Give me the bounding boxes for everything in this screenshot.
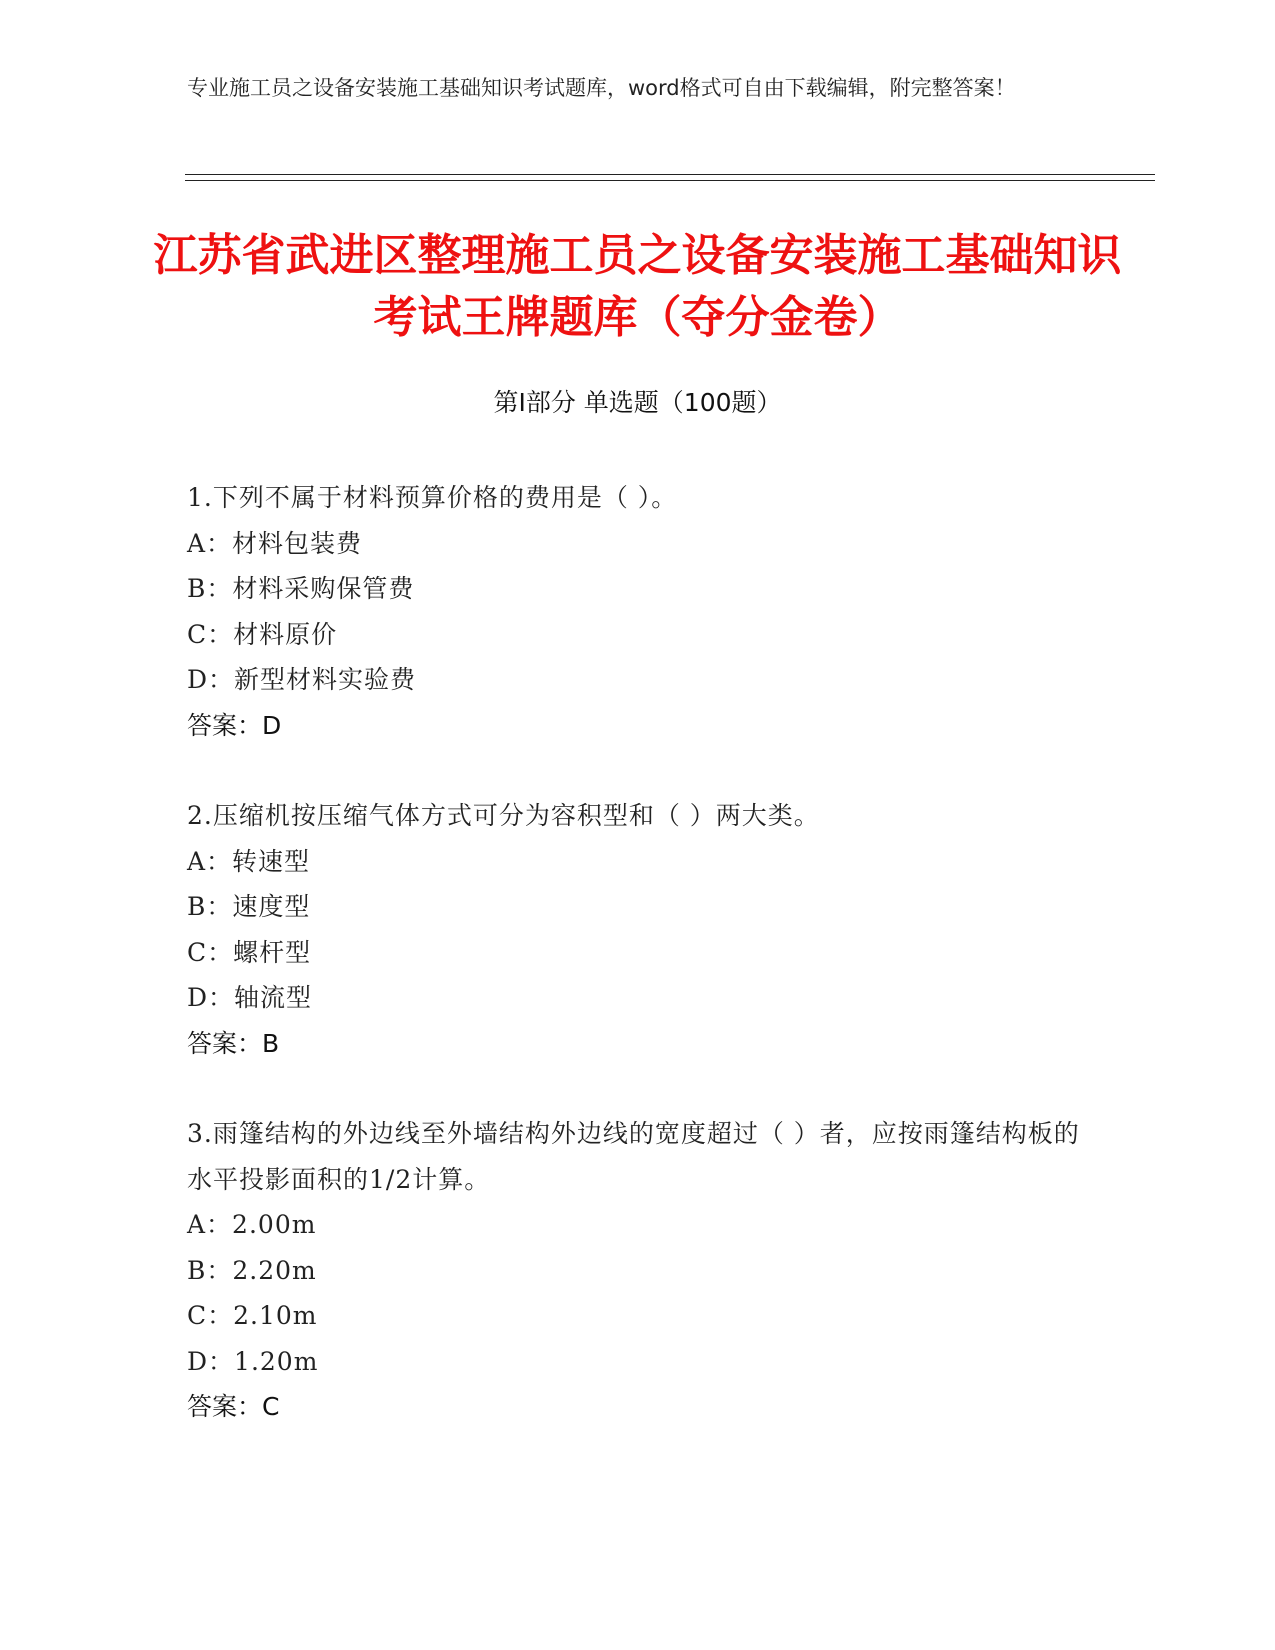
option-a: A：材料包装费 [187,528,363,558]
answer-line: 答案：D [187,710,282,740]
option-d: D：1.20m [187,1346,319,1376]
question-2 [187,793,1087,1066]
option-b: B：2.20m [187,1255,317,1285]
header-note: 专业施工员之设备安装施工基础知识考试题库，word格式可自由下载编辑，附完整答案！ [187,76,1016,100]
section-heading: 第Ⅰ部分 单选题（100题） [493,388,782,417]
spacer [187,1066,1087,1111]
question-list [187,475,1087,1430]
spacer [187,748,1087,793]
question-1 [187,475,1087,748]
answer-line: 答案：B [187,1028,280,1058]
option-a: A：2.00m [187,1210,317,1239]
option-d: D：新型材料实验费 [187,665,417,694]
question-3 [187,1111,1087,1430]
option-d: D：轴流型 [187,983,313,1012]
option-a: A：转速型 [187,846,311,876]
question-stem: 2.压缩机按压缩气体方式可分为容积型和（ ）两大类。 [187,801,820,830]
option-b: B：速度型 [187,892,311,921]
header-divider-top [185,174,1155,175]
answer-line: 答案：C [187,1392,280,1421]
option-c: C：螺杆型 [187,937,312,967]
document-title: 江苏省武进区整理施工员之设备安装施工基础知识考试王牌题库（夺分金卷） [153,230,1122,343]
option-c: C：材料原价 [187,619,338,649]
question-stem: 1.下列不属于材料预算价格的费用是（ ）。 [187,483,678,512]
option-c: C：2.10m [187,1301,318,1330]
option-b: B：材料采购保管费 [187,574,415,603]
question-stem: 3.雨篷结构的外边线至外墙结构外边线的宽度超过（ ）者，应按雨篷结构板的水平投影面积的1/2计算。 [187,1119,1080,1194]
header-divider-bottom [185,180,1155,181]
